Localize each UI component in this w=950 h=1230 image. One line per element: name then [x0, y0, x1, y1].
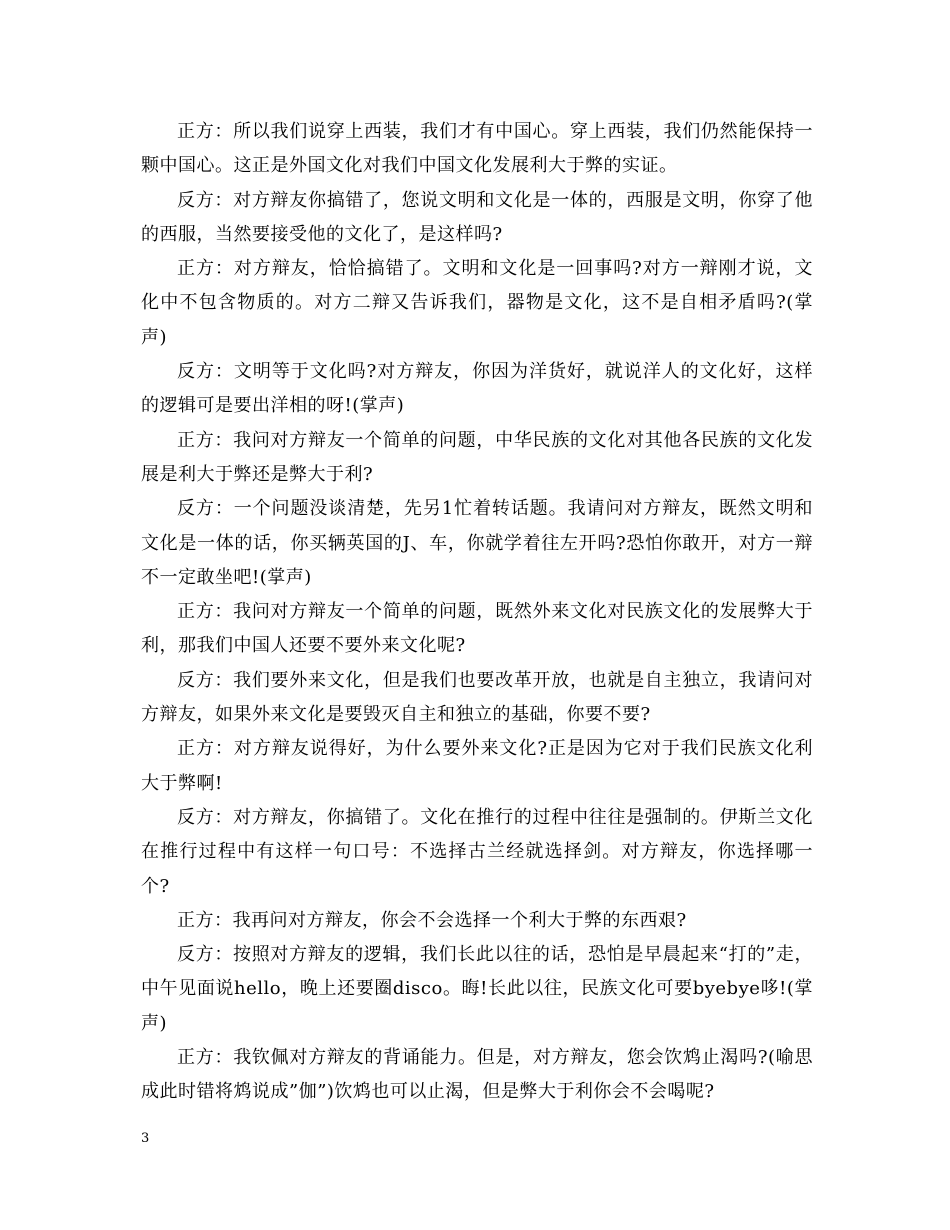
paragraph-9: 正方：对方辩友说得好，为什么要外来文化?正是因为它对于我们民族文化利大于弊啊! — [141, 738, 813, 794]
page-number: 3 — [141, 1131, 150, 1146]
paragraph-1: 正方：所以我们说穿上西装，我们才有中国心。穿上西装，我们仍然能保持一颗中国心。这正是外国文化对我们中国文化发展利大于弊的实证。 — [141, 121, 813, 177]
paragraph-8: 反方：我们要外来文化，但是我们也要改革开放，也就是自主独立，我请问对方辩友，如果外来文化是要毁灭自主和独立的基础，你要不要? — [141, 669, 813, 726]
paragraph-6: 反方：一个问题没谈清楚，先另1忙着转话题。我请问对方辩友，既然文明和文化是一体的话，你买辆英国的J、车，你就学着往左开吗?恐怕你敢开，对方一辩不一定敢坐吧!(掌声) — [141, 498, 813, 588]
paragraph-13: 正方：我钦佩对方辩友的背诵能力。但是，对方辩友，您会饮鸩止渴吗?(喻思成此时错将鸩说成”伽”)饮鸩也可以止渴，但是弊大于利你会不会喝呢? — [141, 1047, 813, 1103]
paragraph-4: 反方：文明等于文化吗?对方辩友，你因为洋货好，就说洋人的文化好，这样的逻辑可是要出洋相的呀!(掌声) — [141, 361, 813, 417]
paragraph-5: 正方：我问对方辩友一个简单的问题，中华民族的文化对其他各民族的文化发展是利大于弊还是弊大于利? — [141, 429, 813, 485]
document-body — [141, 115, 813, 1110]
paragraph-10: 反方：对方辩友，你搞错了。文化在推行的过程中往往是强制的。伊斯兰文化在推行过程中有这样一句口号：不选择古兰经就选择剑。对方辩友，你选择哪一个? — [141, 806, 813, 897]
paragraph-12: 反方：按照对方辩友的逻辑，我们长此以往的话，恐怕是早晨起来“打的”走，中午见面说hello，晚上还要圈disco。晦!长此以往，民族文化可要byebye哆!(掌声) — [141, 944, 813, 1034]
paragraph-7: 正方：我问对方辩友一个简单的问题，既然外来文化对民族文化的发展弊大于利，那我们中国人还要不要外来文化呢? — [141, 601, 813, 657]
paragraph-11: 正方：我再问对方辩友，你会不会选择一个利大于弊的东西艰? — [177, 909, 687, 931]
paragraph-3: 正方：对方辩友，恰恰搞错了。文明和文化是一回事吗?对方一辩刚才说，文化中不包含物质的。对方二辩又告诉我们，器物是文化，这不是自相矛盾吗?(掌声) — [141, 258, 813, 348]
paragraph-2: 反方：对方辩友你搞错了，您说文明和文化是一体的，西服是文明，你穿了他的西服，当然要接受他的文化了，是这样吗? — [141, 189, 813, 245]
